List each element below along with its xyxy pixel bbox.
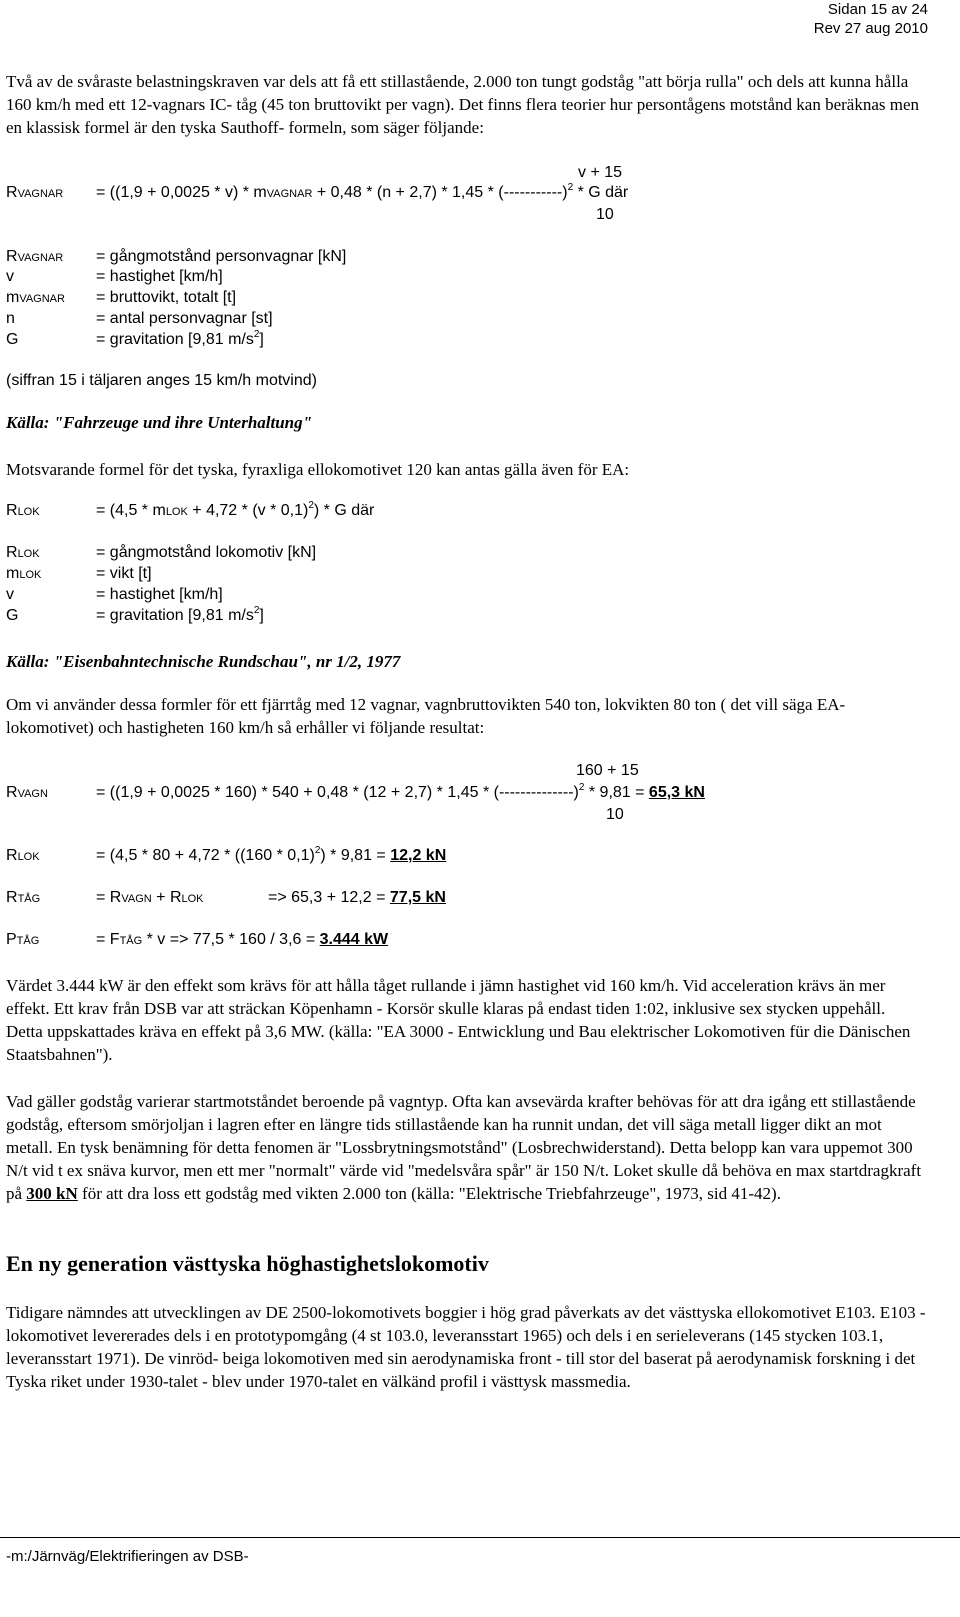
- calc-tag-result: 77,5 kN: [389, 889, 446, 906]
- calc-tag-rhs: [96, 889, 204, 907]
- formula1-denominator: 10: [596, 206, 614, 223]
- formula2-sup: 2: [308, 500, 314, 511]
- source-fahrzeuge: Källa: "Fahrzeuge und ihre Unterhaltung": [6, 413, 313, 432]
- calc-vagn-denominator: 10: [606, 806, 624, 823]
- formula1-sup: 2: [567, 182, 574, 193]
- calc-vagn-sup: 2: [578, 782, 585, 793]
- def-sup: 2: [253, 329, 260, 340]
- calc-vagn-sym: R: [6, 784, 18, 801]
- calc-vagn-tail: * 9,81 =: [584, 784, 649, 801]
- def-symbol: n: [6, 310, 15, 327]
- def-main: = gravitation [9,81 m/s: [96, 607, 254, 624]
- para5-text-a: Vad gäller godståg varierar startmotståndet beroende på vagntyp. Ofta kan avsevärda krafter behövas för att dra igång ett stillastående godståg, eftersom smörjoljan i lagren efter en längre tids stillastående kan ha runnit undan, det vill säga metall ligger dikt an mot metall. En tysk benämning för detta fenomen är "Lossbrytningsmotstånd" (Losbrechwiderstand). Detta belopp kan vara uppemot 300 N/t vid t ex snäva kurvor, men ett mer "normalt" värde vid "medelsvåra spår" är 150 N/t. Loket skulle då behöva en max startdragkraft på: [6, 1092, 922, 1203]
- formula1-rhs-sub: VAGNAR: [266, 188, 313, 200]
- calc-vagn-lhs: [6, 784, 48, 802]
- def-sub: VAGNAR: [17, 252, 64, 264]
- def-sub: LOK: [17, 548, 40, 560]
- formula1-rhs-b: + 0,48 * (n + 2,7) * 1,45 * (-----------): [312, 184, 568, 201]
- calc-tag-a-sub: VAGN: [121, 893, 152, 905]
- source-rundschau: Källa: "Eisenbahntechnische Rundschau", nr 1/2, 1977: [6, 652, 401, 671]
- def-symbol: [6, 544, 40, 562]
- def-text: = vikt [t]: [96, 565, 152, 582]
- calc-power-sym: P: [6, 931, 17, 948]
- def-sym: R: [6, 544, 18, 561]
- calc-tag-a: = R: [96, 889, 122, 906]
- footer-path: -m:/Järnväg/Elektrifieringen av DSB-: [6, 1548, 249, 1565]
- def-tail: ]: [259, 607, 264, 624]
- formula2-rhs-b: + 4,72 * (v * 0,1): [187, 502, 309, 519]
- def-text: [96, 331, 264, 349]
- calc-vagn-result: 65,3 kN: [648, 784, 705, 801]
- calc-lok-result: 12,2 kN: [390, 847, 447, 864]
- calc-tag-result-line: [268, 889, 446, 907]
- para5-highlight: 300 kN: [26, 1184, 78, 1203]
- formula1-rhs-a: = ((1,9 + 0,0025 * v) * m: [96, 184, 267, 201]
- def-symbol: [6, 565, 41, 583]
- calc-lok-rhs: [96, 847, 446, 865]
- calc-tag-sub: TÅG: [17, 893, 41, 905]
- calc-vagn-sub: VAGN: [17, 788, 48, 800]
- calc-vagn-numerator: 160 + 15: [576, 762, 639, 779]
- section-heading: En ny generation västtyska höghastighetslokomotiv: [6, 1251, 489, 1276]
- formula1-rhs-c: * G där: [573, 184, 629, 201]
- def-text: = antal personvagnar [st]: [96, 310, 273, 327]
- para5-text-b: för att dra loss ett godståg med vikten 2.000 ton (källa: "Elektrische Triebfahrzeuge", 1973, sid 41-42).: [77, 1184, 781, 1203]
- calc-tag-b: + R: [151, 889, 182, 906]
- formula2-rhs-a: = (4,5 * m: [96, 502, 166, 519]
- def-tail: ]: [259, 331, 264, 348]
- calc-tag-sym: R: [6, 889, 18, 906]
- intro-paragraph: Två av de svåraste belastningskraven var dels att få ett stillastående, 2.000 ton tungt godståg "att börja rulla" och dels att kunna hålla 160 km/h med ett 12-vagnars IC- tåg (45 ton bruttovikt per vagn). Det finns flera teorier hur persontågens motstånd kan beräknas men en klassisk formel är den tyska Sauthoff- formeln, som säger följande:: [6, 72, 920, 137]
- calc-lok-sub: LOK: [17, 851, 40, 863]
- formula2-rhs-c: ) * G där: [313, 502, 375, 519]
- formula1-lhs-symbol: R: [6, 184, 18, 201]
- def-sym: m: [6, 565, 20, 582]
- page-header: [814, 0, 928, 38]
- formula1-lhs: [6, 184, 63, 202]
- def-symbol: G: [6, 607, 19, 624]
- def-symbol: v: [6, 268, 14, 285]
- paragraph-calculation-intro: Om vi använder dessa formler för ett fjärrtåg med 12 vagnar, vagnbruttovikten 540 ton, lokvikten 80 ton ( det vill säga EA-lokomotivet) och hastigheten 160 km/h så erhåller vi följande resultat:: [6, 695, 846, 737]
- paragraph-ea-formula: Motsvarande formel för det tyska, fyraxliga ellokomotivet 120 kan antas gälla även för EA:: [6, 460, 630, 479]
- calc-lok-sym: R: [6, 847, 18, 864]
- calc-lok-tail: ) * 9,81 =: [320, 847, 391, 864]
- formula2-rhs-sub: LOK: [165, 506, 188, 518]
- def-symbol: [6, 248, 63, 266]
- def-text: = gångmotstånd lokomotiv [kN]: [96, 544, 317, 561]
- calc-power-a-sub: TÅG: [119, 935, 143, 947]
- def-text: = hastighet [km/h]: [96, 268, 223, 285]
- formula2-lhs-symbol: R: [6, 502, 18, 519]
- def-main: = gravitation [9,81 m/s: [96, 331, 254, 348]
- page-number: Sidan 15 av 24: [827, 1, 928, 18]
- formula1-lhs-sub: VAGNAR: [17, 188, 64, 200]
- calc-lok-expr: = (4,5 * 80 + 4,72 * ((160 * 0,1): [96, 847, 315, 864]
- formula1-rhs: [96, 184, 628, 202]
- calc-lok-lhs: [6, 847, 40, 865]
- revision-date: Rev 27 aug 2010: [813, 20, 928, 37]
- calc-tag-c: => 65,3 + 12,2 =: [268, 889, 390, 906]
- def-sym: R: [6, 248, 18, 265]
- def-symbol: v: [6, 586, 14, 603]
- calc-tag-lhs: [6, 889, 40, 907]
- calc-power-sub: TÅG: [16, 935, 40, 947]
- paragraph-power-requirement: Värdet 3.444 kW är den effekt som krävs för att hålla tåget rullande i jämn hastighet vid 160 km/h. Vid acceleration krävs än mer effekt. Ett krav från DSB var att sträckan Köpenhamn - Korsör skulle klaras på endast tiden 1:02, inklusive sex stycken uppehåll. Detta uppskattades kräva en effekt på 3,6 MW. (källa: "EA 3000 - Entwicklung und Bau elektrischer Lokomotiven für die Dänischen Staatsbahnen").: [6, 976, 911, 1064]
- paragraph-freight-resistance: [6, 1090, 926, 1205]
- calc-vagn-rhs: [96, 784, 705, 802]
- def-text: [96, 607, 264, 625]
- def-symbol: G: [6, 331, 19, 348]
- formula1-numerator: v + 15: [578, 164, 623, 181]
- paragraph-e103: Tidigare nämndes att utvecklingen av DE 2500-lokomotivets boggier i hög grad påverkats av det västtyska ellokomotivet E103. E103 -lokomotivet levererades dels i en prototypomgång (4 st 103.0, leveransstart 1965) och dels i en serieleverans (145 stycken 103.1, leveransstart 1971). De vinröd- beiga lokomotiven med sin aerodynamiska front - till stor del baserat på aerodynamisk forskning i det Tyska riket under 1930-talet - blev under 1970-talet en välkänd profil i västtysk massmedia.: [6, 1303, 926, 1391]
- formula2-rhs: [96, 502, 374, 520]
- def-sym: m: [6, 289, 20, 306]
- footer-divider: [0, 1537, 960, 1538]
- formula2-lhs-sub: LOK: [17, 506, 40, 518]
- calc-power-b: * v => 77,5 * 160 / 3,6 =: [142, 931, 320, 948]
- note-headwind: (siffran 15 i täljaren anges 15 km/h motvind): [6, 372, 317, 389]
- calc-lok-sup: 2: [314, 845, 321, 856]
- def-sup: 2: [253, 605, 260, 616]
- calc-power-rhs: [96, 931, 388, 949]
- calc-power-lhs: [6, 931, 39, 949]
- def-sub: LOK: [19, 569, 42, 581]
- calc-power-a: = F: [96, 931, 120, 948]
- def-text: = bruttovikt, totalt [t]: [96, 289, 237, 306]
- formula2-lhs: [6, 502, 40, 520]
- calc-vagn-expr: = ((1,9 + 0,0025 * 160) * 540 + 0,48 * (12 + 2,7) * 1,45 * (--------------): [96, 784, 579, 801]
- calc-tag-b-sub: LOK: [181, 893, 204, 905]
- def-sub: VAGNAR: [19, 293, 65, 305]
- def-text: = hastighet [km/h]: [96, 586, 223, 603]
- calc-power-result: 3.444 kW: [319, 931, 389, 948]
- def-symbol: [6, 289, 65, 307]
- def-text: = gångmotstånd personvagnar [kN]: [96, 248, 347, 265]
